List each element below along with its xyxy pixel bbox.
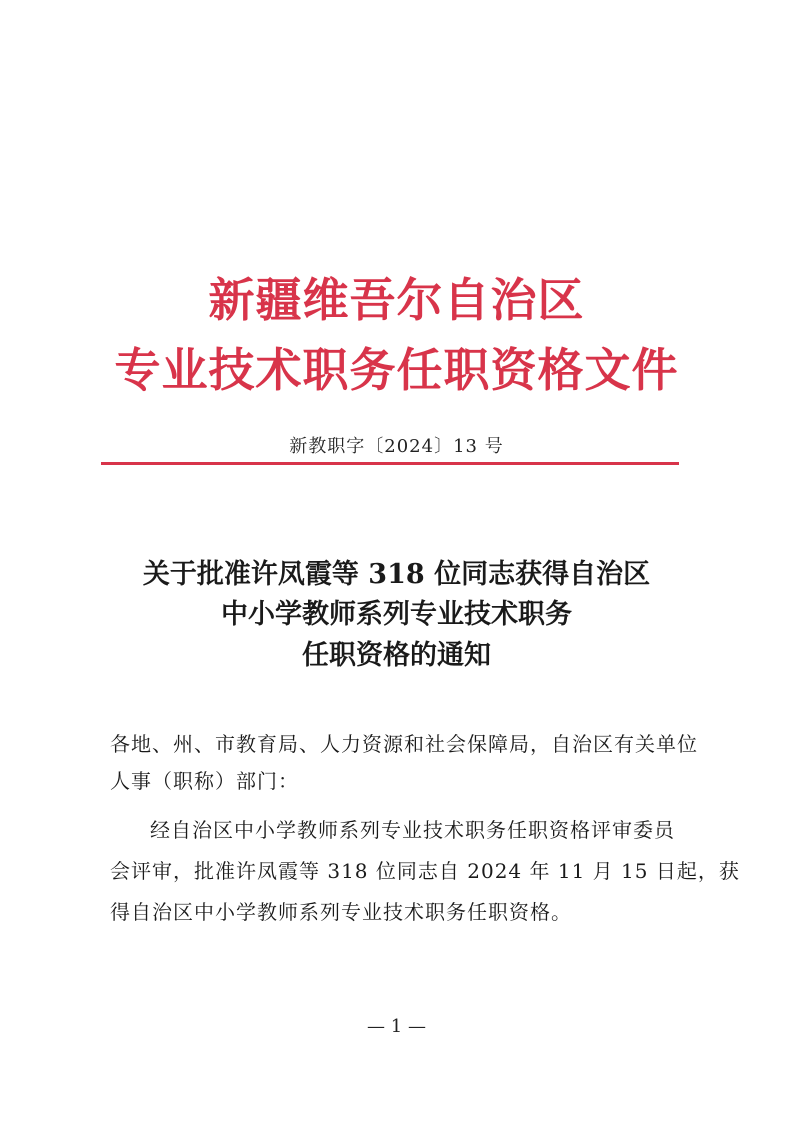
- notice-title-line-1: 关于批准许凤霞等 318 位同志获得自治区: [142, 559, 651, 590]
- body-paragraph-line-1: 经自治区中小学教师系列专业技术职务任职资格评审委员: [150, 818, 675, 842]
- body-paragraph-line-3: 得自治区中小学教师系列专业技术职务任职资格。: [110, 900, 572, 924]
- body-paragraph-line-2: 会评审，批准许凤霞等 318 位同志自 2024 年 11 月 15 日起，获: [110, 859, 740, 883]
- notice-title-line-3: 任职资格的通知: [302, 640, 491, 671]
- header-divider: [101, 462, 679, 465]
- recipients-line-1: 各地、州、市教育局、人力资源和社会保障局，自治区有关单位: [110, 732, 698, 756]
- document-header-type: 专业技术职务任职资格文件: [114, 343, 679, 397]
- document-header-issuer: 新疆维吾尔自治区: [208, 273, 585, 327]
- notice-title-line-2: 中小学教师系列专业技术职务: [221, 599, 572, 630]
- page-number: — 1 —: [367, 1016, 426, 1037]
- document-number: 新教职字〔2024〕13 号: [289, 436, 504, 457]
- recipients-line-2: 人事（职称）部门：: [110, 769, 299, 793]
